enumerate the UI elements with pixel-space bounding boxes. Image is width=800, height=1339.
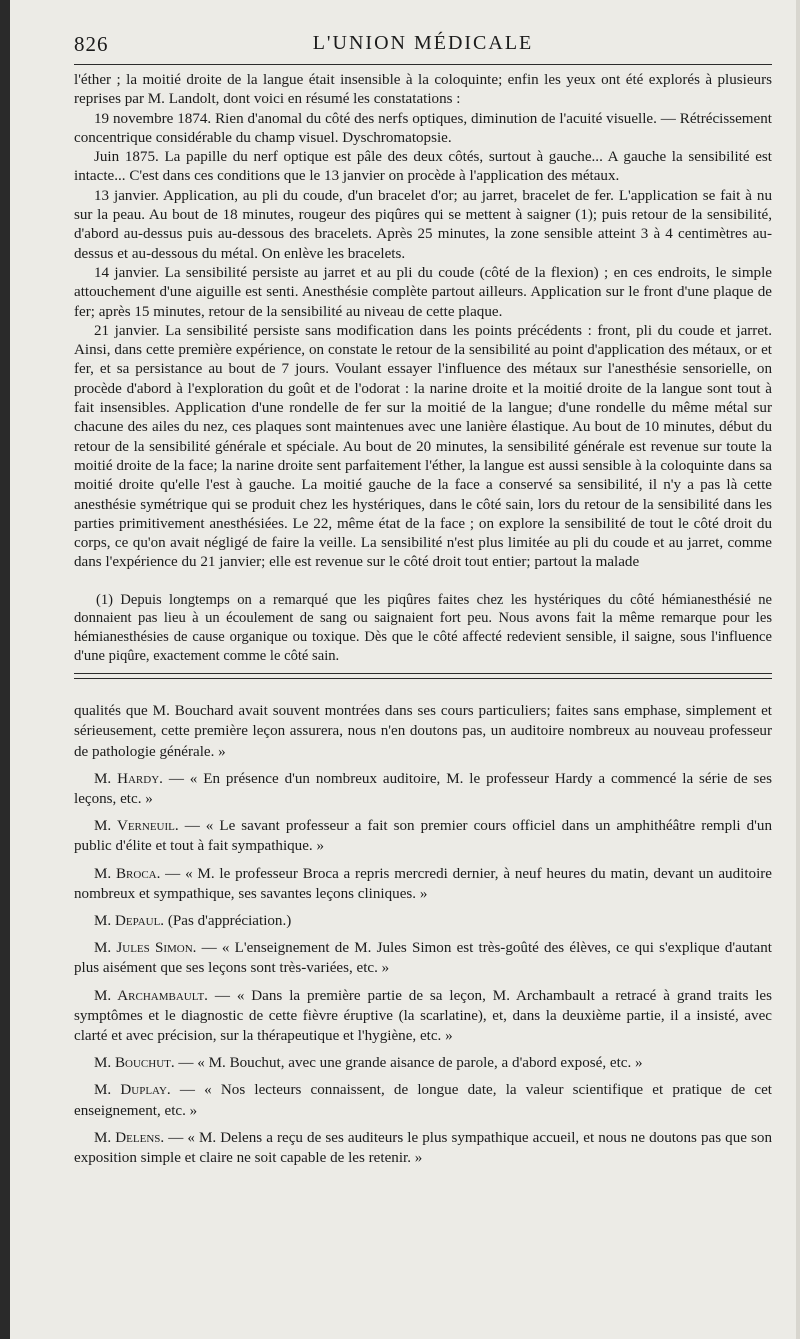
speaker-name: M. Hardy. (94, 770, 163, 787)
speaker-text: — « Nos lecteurs connaissent, de longue date, la valeur scientifique et pratique de cet enseignement, etc. » (74, 1082, 772, 1119)
page-header (74, 30, 772, 65)
speaker-name: M. Duplay. (94, 1082, 171, 1099)
paragraph (74, 816, 772, 856)
paragraph: 14 janvier. La sensibilité persiste au jarret et au pli du coude (côté de la flexion) ; en ces endroits, le simple attouchement d'une aiguille est senti. Anesthésie complète partout ailleurs. Application sur le front d'une plaque de fer; après 15 minutes, retour de la sensibilité au niveau de cette plaque. (74, 264, 772, 320)
binding-edge (0, 0, 10, 1339)
paragraph (74, 938, 772, 978)
paragraph: 19 novembre 1874. Rien d'anomal du côté des nerfs optiques, diminution de l'acuité visuelle. — Rétrécissement concentrique considérable du champ visuel. Dyschromatopsie. (74, 110, 772, 146)
speaker-name: M. Archambault. (94, 987, 208, 1004)
paragraph: qualités que M. Bouchard avait souvent montrées dans ses cours particuliers; faites sans emphase, simplement et sérieusement, cette première leçon assurera, nous n'en doutons pas, un auditoire nombreux au nouveau professeur de pathologie générale. » (74, 703, 772, 760)
feuilleton-text (74, 701, 772, 1168)
paragraph: 13 janvier. Application, au pli du coude, d'un bracelet d'or; au jarret, bracelet de fer. L'application se fait à nu sur la peau. Au bout de 18 minutes, rougeur des piqûres qui se mettent à saigner (1); puis retour de la sensibilité, d'abord au-dessus puis au-dessous des bracelets. Après 25 minutes, la zone sensible atteint 3 à 4 centimètres au-dessus et au-dessous du métal. On enlève les bracelets. (74, 187, 772, 262)
footnote-text: (1) Depuis longtemps on a remarqué que les piqûres faites chez les hystériques du côté hémianesthésié ne donnaient pas lieu à un écoulement de sang ou saignaient fort peu. Nous avons fait la même remarque pour les hémianesthésies de cause organique ou toxique. Dès que le côté affecté redevient sensible, il saigne, sous l'influence d'une piqûre, exactement comme le côté sain. (74, 591, 772, 664)
paragraph (74, 864, 772, 904)
paragraph: l'éther ; la moitié droite de la langue était insensible à la coloquinte; enfin les yeux ont été explorés à plusieurs reprises par M. Landolt, dont voici en résumé les constatations : (74, 72, 772, 108)
page-edge (796, 0, 800, 1339)
paragraph (74, 911, 772, 931)
speaker-text: — « M. Bouchut, avec une grande aisance de parole, a d'abord exposé, etc. » (174, 1055, 643, 1072)
speaker-name: M. Broca. (94, 865, 161, 882)
speaker-text: (Pas d'appréciation.) (164, 912, 292, 929)
paragraph (74, 986, 772, 1047)
section-divider (74, 673, 772, 679)
paragraph: Juin 1875. La papille du nerf optique est pâle des deux côtés, surtout à gauche... A gauche la sensibilité est intacte... C'est dans ces conditions que le 13 janvier on procède à l'application des métaux. (74, 149, 772, 185)
paragraph (74, 1128, 772, 1168)
speaker-text: — « Dans la première partie de sa leçon, M. Archambault a retracé à grand traits les symptômes et le diagnostic de cette fièvre éruptive (la scarlatine), et, dans la deuxième partie, il a insisté, avec clarté et avec précision, sur la thérapeutique et l'hygiène, etc. » (74, 987, 772, 1044)
paragraph: 21 janvier. La sensibilité persiste sans modification dans les points précédents : front, pli du coude et jarret. Ainsi, dans cette première expérience, on constate le retour de la sensibilité au point d'application des métaux, or et fer, et sa persistance au bout de 7 jours. Voulant essayer l'influence des métaux sur l'anesthésie sensorielle, on procède d'abord à l'exploration du goût et de l'odorat : la narine droite et la moitié droite de la langue sont tout à fait insensibles. Application d'une rondelle de fer sur la moitié de la langue; d'une rondelle du même métal sur chacune des ailes du nez, ces plaques sont maintenues avec une lanière élastique. Au bout de 10 minutes, début du retour de la sensibilité générale et spéciale. Au bout de 20 minutes, la sensibilité générale est revenue sur toute la moitié droite de la face; la narine droite sent parfaitement l'éther, la langue est aussi sensible à la coloquinte dans sa moitié droite qu'elle l'est à gauche. La moitié gauche de la face a conservé sa sensibilité, il n'y a pas là cette anesthésie symétrique qui se produit chez les hystériques, dans le côté sain, lors du retour de la sensibilité dans les parties primitivement anesthésiées. Le 22, même état de la face ; on explore la sensibilité de tout le côté droit du corps, ce qu'on avait négligé de faire la veille. La sensibilité n'est plus limitée au pli du coude et au jarret, comme dans l'expérience du 21 janvier; elle est revenue sur le côté droit tout entier; partout la malade (74, 322, 772, 571)
paragraph (74, 1080, 772, 1120)
running-title: L'UNION MÉDICALE (312, 32, 534, 54)
page-number: 826 (74, 32, 109, 56)
paragraph (74, 1053, 772, 1073)
speaker-name: M. Verneuil. (94, 818, 179, 835)
main-text (74, 71, 772, 573)
speaker-name: M. Depaul. (94, 912, 165, 929)
paragraph (74, 769, 772, 809)
speaker-name: M. Bouchut. (94, 1055, 175, 1072)
speaker-text: — « M. le professeur Broca a repris mercredi dernier, à neuf heures du matin, devant un auditoire nombreux et sympathique, ses savantes leçons cliniques. » (74, 865, 772, 902)
speaker-text: — « M. Delens a reçu de ses auditeurs le plus sympathique accueil, et nous ne doutons pas que son exposition simple et claire ne soit capable de les retenir. » (74, 1129, 772, 1166)
speaker-name: M. Delens. (94, 1129, 165, 1146)
speaker-text: — « L'enseignement de M. Jules Simon est très-goûté des élèves, ce qui s'explique d'autant plus aisément que ses leçons sont très-variées, etc. » (74, 940, 772, 977)
speaker-name: M. Jules Simon. (94, 940, 197, 957)
footnote (74, 591, 772, 665)
speaker-text: — « Le savant professeur a fait son premier cours officiel dans un amphithéâtre rempli d'un public d'élite et tout à fait sympathique. » (74, 818, 772, 855)
speaker-text: — « En présence d'un nombreux auditoire, M. le professeur Hardy a commencé la série de ses leçons, etc. » (74, 770, 773, 807)
